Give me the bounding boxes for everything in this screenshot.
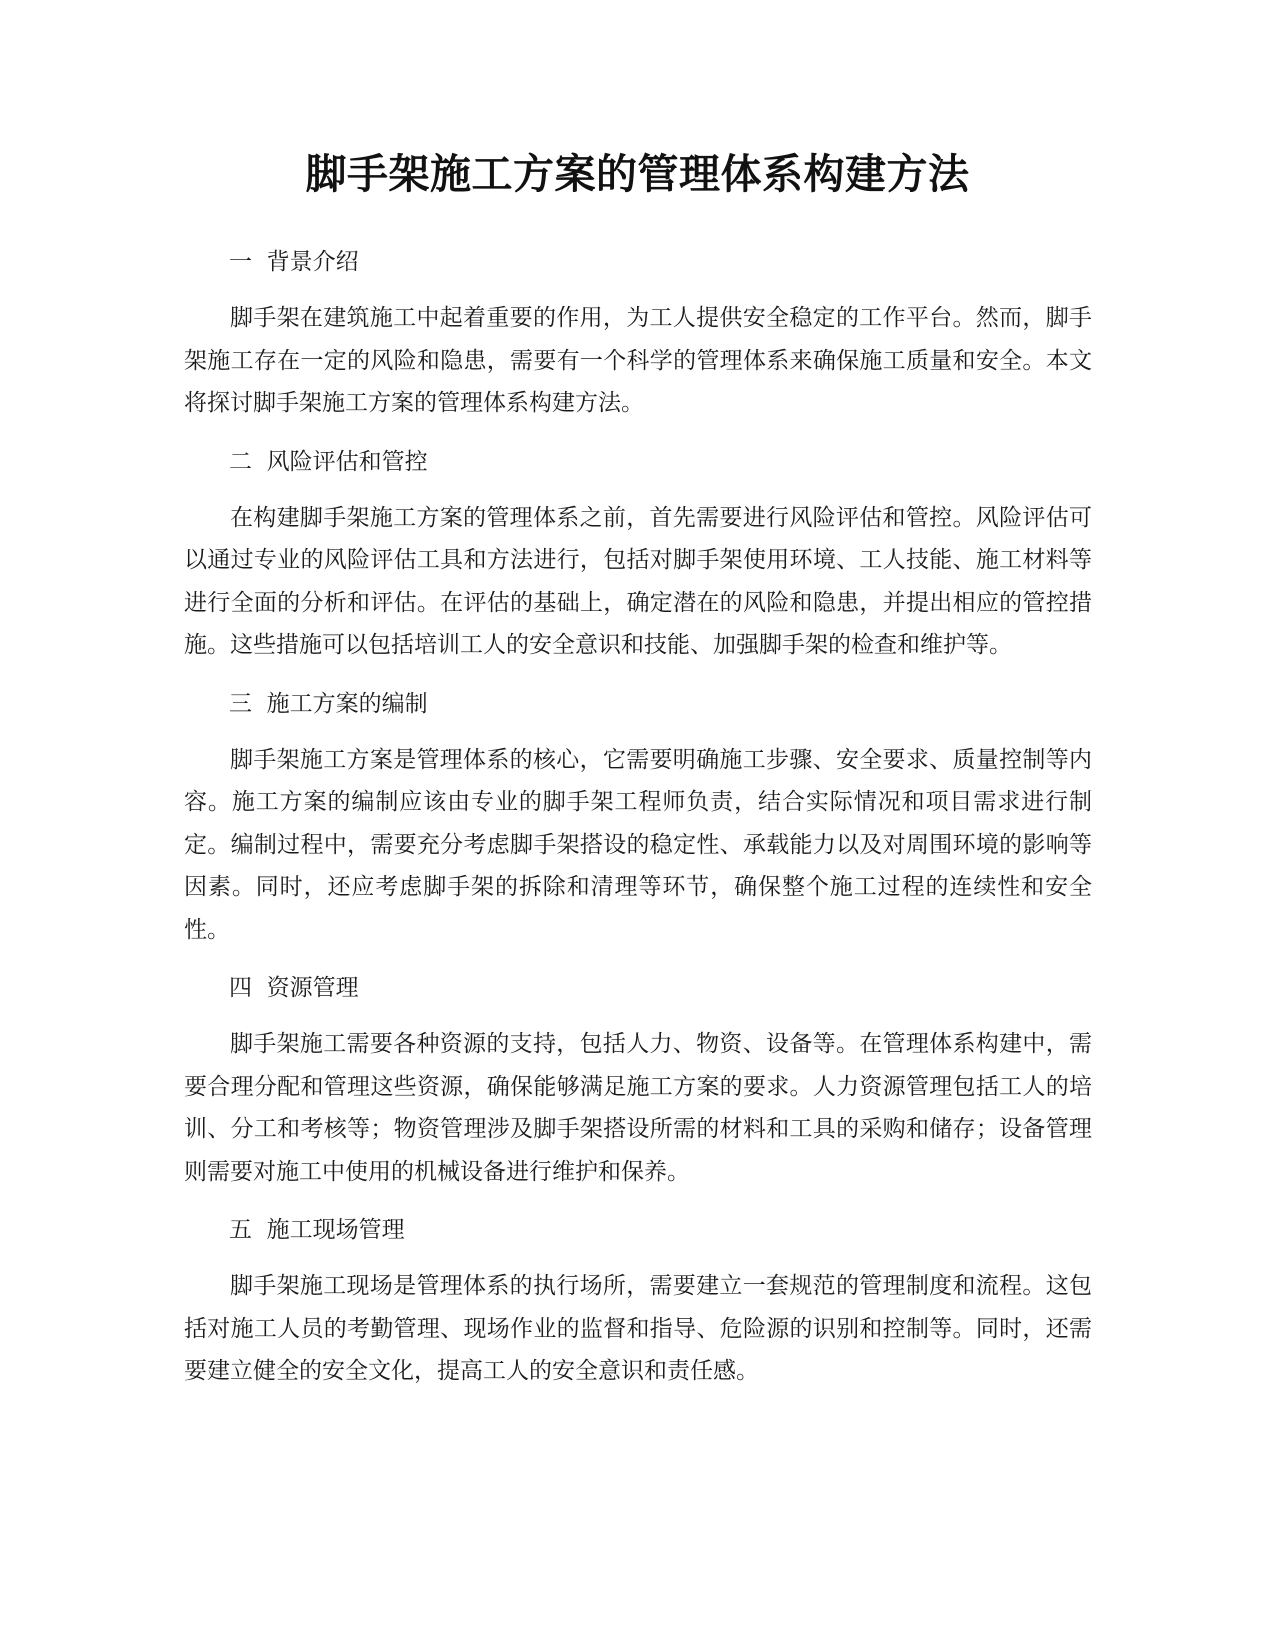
section-paragraph: 脚手架施工现场是管理体系的执行场所，需要建立一套规范的管理制度和流程。这包括对施工人员的考勤管理、现场作业的监督和指导、危险源的识别和控制等。同时，还需要建立健全的安全文化，提高工人的安全意识和责任感。: [184, 1273, 1092, 1384]
section-paragraph: 脚手架施工需要各种资源的支持，包括人力、物资、设备等。在管理体系构建中，需要合理分配和管理这些资源，确保能够满足施工方案的要求。人力资源管理包括工人的培训、分工和考核等；物资管理涉及脚手架搭设所需的材料和工具的采购和储存；设备管理则需要对施工中使用的机械设备进行维护和保养。: [184, 1031, 1092, 1185]
section-background: [184, 237, 1092, 425]
section-heading: 三 施工方案的编制: [229, 690, 428, 717]
section-heading: 五 施工现场管理: [229, 1217, 405, 1243]
section-heading: 四 资源管理: [229, 975, 359, 1001]
document-title: 脚手架施工方案的管理体系构建方法: [305, 150, 970, 198]
section-resource-management: [184, 963, 1092, 1193]
section-paragraph: 脚手架在建筑施工中起着重要的作用，为工人提供安全稳定的工作平台。然而，脚手架施工存在一定的风险和隐患，需要有一个科学的管理体系来确保施工质量和安全。本文将探讨脚手架施工方案的管理体系构建方法。: [184, 305, 1092, 416]
section-heading: 一 背景介绍: [229, 249, 359, 275]
section-paragraph: 在构建脚手架施工方案的管理体系之前，首先需要进行风险评估和管控。风险评估可以通过专业的风险评估工具和方法进行，包括对脚手架使用环境、工人技能、施工材料等进行全面的分析和评估。在评估的基础上，确定潜在的风险和隐患，并提出相应的管控措施。这些措施可以包括培训工人的安全意识和技能、加强脚手架的检查和维护等。: [184, 504, 1092, 658]
document-body: [184, 237, 1092, 1405]
section-site-management: [184, 1205, 1092, 1393]
section-paragraph: 脚手架施工方案是管理体系的核心，它需要明确施工步骤、安全要求、质量控制等内容。施工方案的编制应该由专业的脚手架工程师负责，结合实际情况和项目需求进行制定。编制过程中，需要充分考虑脚手架搭设的稳定性、承载能力以及对周围环境的影响等因素。同时，还应考虑脚手架的拆除和清理等环节，确保整个施工过程的连续性和安全性。: [184, 746, 1092, 943]
section-risk-assessment: [184, 437, 1092, 667]
section-plan-preparation: [184, 679, 1092, 952]
section-heading: 二 风险评估和管控: [229, 448, 428, 475]
